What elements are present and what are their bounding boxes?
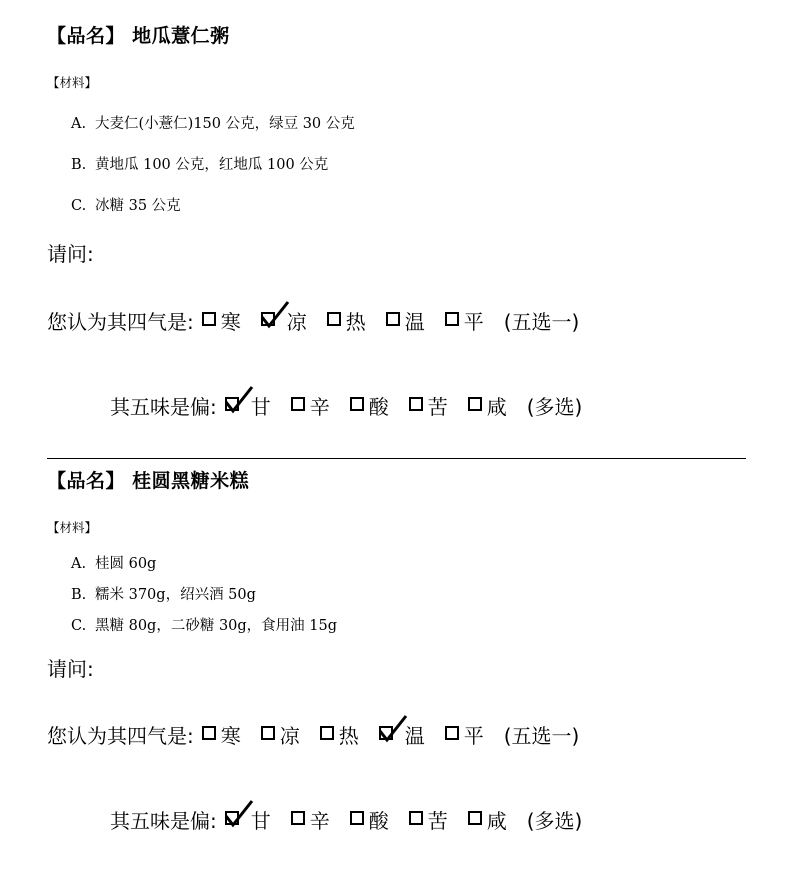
checkbox-icon[interactable] bbox=[261, 726, 275, 740]
checkbox-icon[interactable] bbox=[409, 811, 423, 825]
checkbox-checked-icon[interactable] bbox=[225, 397, 239, 411]
option-label: 甘 bbox=[250, 395, 271, 419]
qi-option-neutral[interactable] bbox=[445, 720, 484, 749]
qi-option-warm[interactable] bbox=[386, 306, 425, 335]
option-label: 咸 bbox=[486, 809, 507, 833]
material-letter: C. bbox=[71, 198, 87, 214]
option-label: 苦 bbox=[427, 395, 448, 419]
material-text: 黄地瓜 100 公克，红地瓜 100 公克 bbox=[95, 157, 329, 173]
option-label: 辛 bbox=[309, 395, 330, 419]
checkbox-checked-icon[interactable] bbox=[225, 811, 239, 825]
wei-option-salty[interactable] bbox=[468, 391, 507, 420]
qi-prompt: 您认为其四气是: bbox=[47, 724, 194, 748]
wei-option-bitter[interactable] bbox=[409, 391, 448, 420]
product-title-1: 【品名】 地瓜薏仁粥 bbox=[47, 25, 230, 47]
qi-prompt: 您认为其四气是: bbox=[47, 310, 194, 334]
checkbox-icon[interactable] bbox=[327, 312, 341, 326]
material-item-1b bbox=[71, 153, 328, 174]
materials-label-1: 【材料】 bbox=[47, 75, 98, 90]
checkbox-icon[interactable] bbox=[202, 312, 216, 326]
material-item-2a bbox=[71, 552, 156, 573]
qi-option-neutral[interactable] bbox=[445, 306, 484, 335]
section-divider bbox=[47, 458, 746, 459]
material-letter: C. bbox=[71, 618, 87, 634]
question-label-1: 请问: bbox=[47, 242, 94, 266]
material-letter: A. bbox=[71, 116, 87, 132]
material-text: 冰糖 35 公克 bbox=[95, 198, 181, 214]
wei-prompt: 其五味是偏: bbox=[110, 395, 217, 419]
option-label: 温 bbox=[404, 724, 425, 748]
material-item-1c bbox=[71, 194, 181, 215]
option-label: 热 bbox=[338, 724, 359, 748]
option-label: 凉 bbox=[286, 310, 307, 334]
checkbox-icon[interactable] bbox=[291, 811, 305, 825]
wei-prompt: 其五味是偏: bbox=[110, 809, 217, 833]
product-title-2: 【品名】 桂圆黑糖米糕 bbox=[47, 470, 250, 492]
qi-option-cool[interactable] bbox=[261, 306, 307, 335]
material-text: 黑糖 80g，二砂糖 30g，食用油 15g bbox=[95, 618, 338, 634]
qi-row-2 bbox=[47, 720, 579, 749]
option-label: 寒 bbox=[220, 724, 241, 748]
material-item-2c bbox=[71, 614, 337, 635]
wei-row-1 bbox=[110, 391, 582, 420]
wei-option-sour[interactable] bbox=[350, 391, 389, 420]
material-text: 糯米 370g，绍兴酒 50g bbox=[95, 587, 256, 603]
wei-note: (多选) bbox=[526, 809, 583, 833]
qi-option-hot[interactable] bbox=[327, 306, 366, 335]
question-label-2: 请问: bbox=[47, 657, 94, 681]
checkbox-icon[interactable] bbox=[468, 811, 482, 825]
checkbox-icon[interactable] bbox=[350, 397, 364, 411]
material-letter: B. bbox=[71, 587, 87, 603]
material-text: 桂圆 60g bbox=[95, 556, 157, 572]
option-label: 苦 bbox=[427, 809, 448, 833]
qi-note: (五选一) bbox=[503, 310, 580, 334]
option-label: 酸 bbox=[368, 809, 389, 833]
checkbox-icon[interactable] bbox=[445, 726, 459, 740]
checkbox-icon[interactable] bbox=[386, 312, 400, 326]
checkbox-icon[interactable] bbox=[320, 726, 334, 740]
qi-option-cool[interactable] bbox=[261, 720, 300, 749]
material-item-2b bbox=[71, 583, 256, 604]
option-label: 热 bbox=[345, 310, 366, 334]
wei-option-sweet[interactable] bbox=[225, 805, 271, 834]
material-item-1a bbox=[71, 112, 355, 133]
option-label: 咸 bbox=[486, 395, 507, 419]
option-label: 平 bbox=[463, 310, 484, 334]
material-text: 大麦仁(小薏仁)150 公克，绿豆 30 公克 bbox=[95, 116, 355, 132]
qi-option-warm[interactable] bbox=[379, 720, 425, 749]
wei-option-sour[interactable] bbox=[350, 805, 389, 834]
wei-option-sweet[interactable] bbox=[225, 391, 271, 420]
qi-row-1 bbox=[47, 306, 579, 335]
option-label: 凉 bbox=[279, 724, 300, 748]
materials-label-2: 【材料】 bbox=[47, 520, 98, 535]
checkbox-icon[interactable] bbox=[445, 312, 459, 326]
checkbox-icon[interactable] bbox=[350, 811, 364, 825]
wei-option-pungent[interactable] bbox=[291, 391, 330, 420]
wei-option-pungent[interactable] bbox=[291, 805, 330, 834]
wei-option-salty[interactable] bbox=[468, 805, 507, 834]
option-label: 甘 bbox=[250, 809, 271, 833]
checkbox-checked-icon[interactable] bbox=[379, 726, 393, 740]
material-letter: B. bbox=[71, 157, 87, 173]
qi-option-cold[interactable] bbox=[202, 306, 241, 335]
checkbox-icon[interactable] bbox=[291, 397, 305, 411]
wei-option-bitter[interactable] bbox=[409, 805, 448, 834]
option-label: 酸 bbox=[368, 395, 389, 419]
checkbox-icon[interactable] bbox=[202, 726, 216, 740]
option-label: 平 bbox=[463, 724, 484, 748]
option-label: 寒 bbox=[220, 310, 241, 334]
wei-row-2 bbox=[110, 805, 582, 834]
qi-option-cold[interactable] bbox=[202, 720, 241, 749]
option-label: 温 bbox=[404, 310, 425, 334]
checkbox-icon[interactable] bbox=[468, 397, 482, 411]
material-letter: A. bbox=[71, 556, 87, 572]
wei-note: (多选) bbox=[526, 395, 583, 419]
checkbox-checked-icon[interactable] bbox=[261, 312, 275, 326]
checkbox-icon[interactable] bbox=[409, 397, 423, 411]
option-label: 辛 bbox=[309, 809, 330, 833]
qi-note: (五选一) bbox=[503, 724, 580, 748]
qi-option-hot[interactable] bbox=[320, 720, 359, 749]
